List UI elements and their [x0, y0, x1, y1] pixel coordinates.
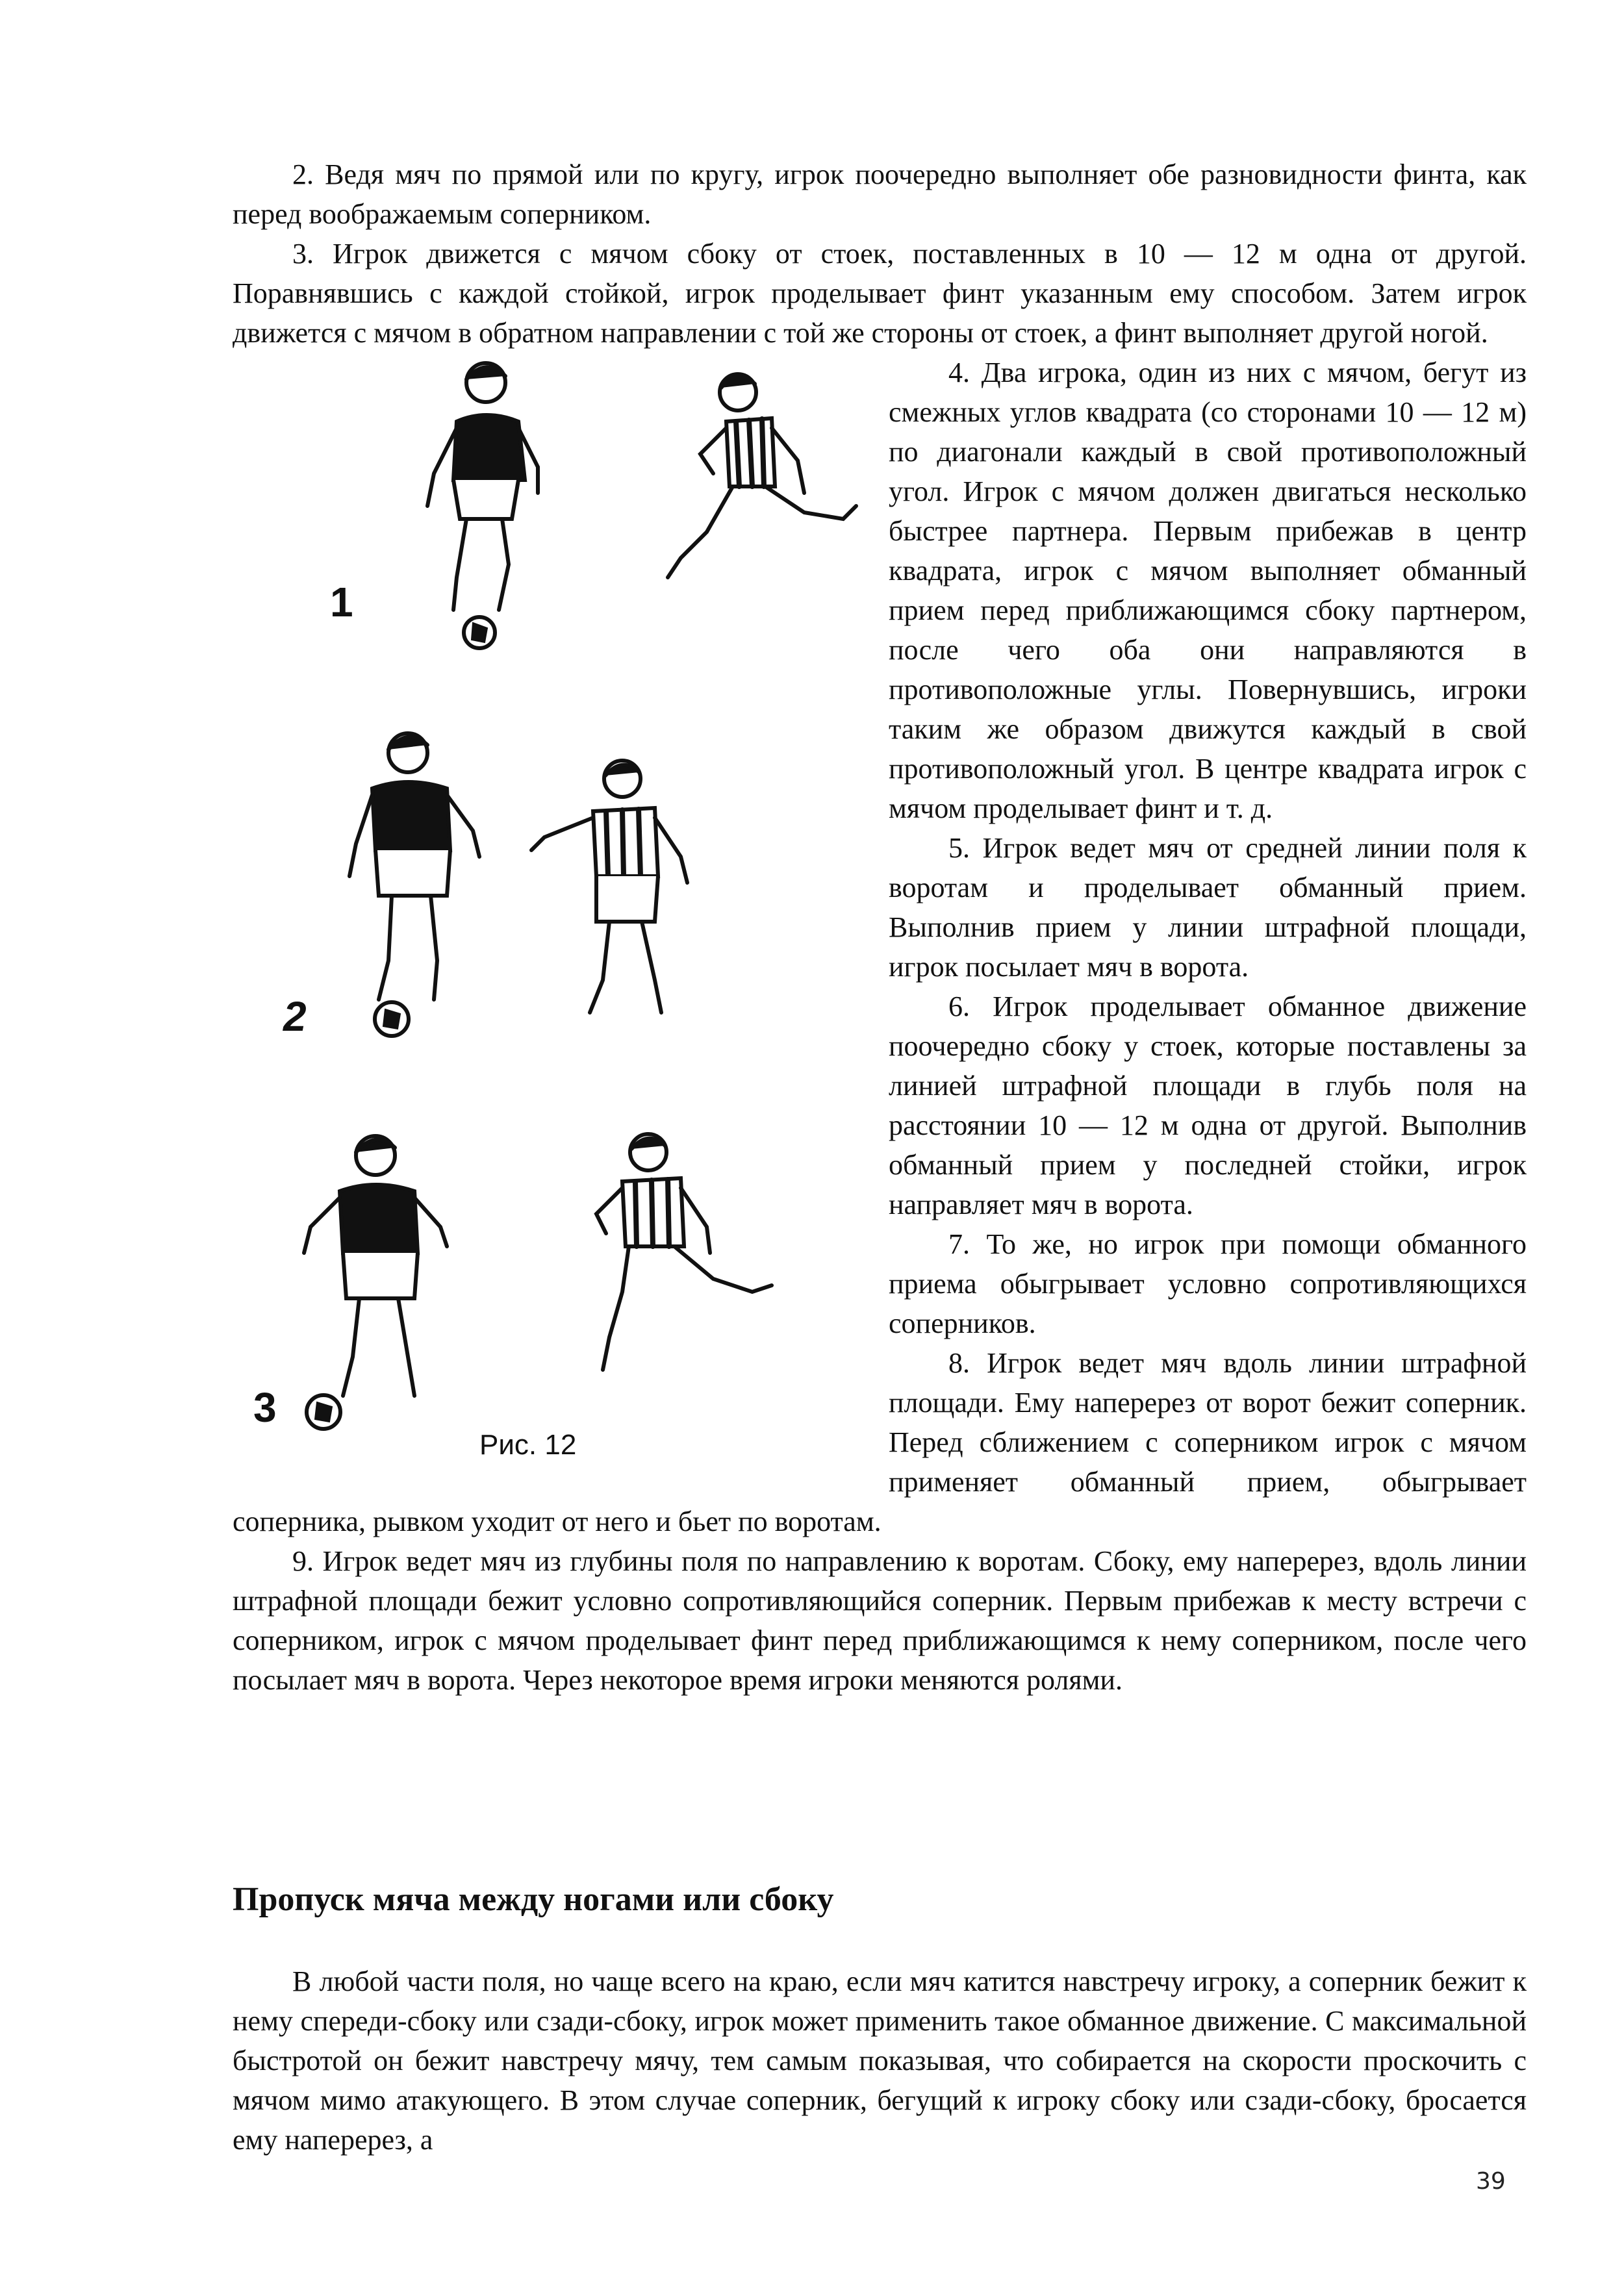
figure-12 — [233, 357, 889, 1467]
paragraph-exercise-8: 8. Игрок ведет мяч вдоль линии штрафной площади. Ему наперерез от ворот бежит соперник. Перед сближением с соперником игрок с мячом применяет обманный прием, обыгрывает соперника, рывком уходит от него и бьет по воротам. — [233, 1347, 1527, 1537]
paragraph-exercise-4: 4. Два игрока, один из них с мячом, бегут из смежных углов квадрата (со сторонами 10 — 12 м) по диагонали каждый в свой противоположный угол. Игрок с мячом должен двигаться несколько быстрее партнера. Первым прибежав в центр квадрата, игрок с мячом выполняет обманный прием перед приближающимся сбоку партнером, после чего оба они направляются в противоположные углы. Повернувшись, игроки таким же образом движутся каждый в свой противоположный угол. В центре квадрата игрок с мячом проделывает финт и т. д. — [889, 357, 1527, 824]
bottom-text-block — [233, 1962, 1527, 2160]
paragraph-exercise-6: 6. Игрок проделывает обманное движение поочередно сбоку у стоек, которые поставлены за линией штрафной площади в глубь поля на расстоянии 10 — 12 м одна от другой. Выполнив обманный прием у последней стойки, игрок направляет мяч в ворота. — [889, 990, 1527, 1220]
figure-caption: Рис. 12 — [479, 1429, 577, 1461]
paragraph-exercise-3-start — [233, 234, 1527, 353]
exercise-3-text: 3. Игрок движется с мячом сбоку от стоек, поставленных в 10 — 12 м одна от другой. Поравнявшись с каждой стойкой, игрок проделывает финт указанным ему способом. Затем игрок движется с мячом в обратном направлении с той же стороны от стоек, а финт выполняет другой ногой. — [233, 238, 1527, 349]
player-1-left — [427, 363, 538, 648]
top-text-block — [233, 155, 1527, 1700]
paragraph-exercise-2: 2. Ведя мяч по прямой или по кругу, игрок поочередно выполняет обе разновидности финта, как перед воображаемым соперником. — [233, 158, 1527, 230]
player-2-right — [531, 761, 687, 1013]
paragraph-exercise-5: 5. Игрок ведет мяч от средней линии поля к воротам и проделывает обманный прием. Выполнив прием у линии штрафной площади, игрок посылает мяч в ворота. — [889, 832, 1527, 983]
paragraph-section-intro: В любой части поля, но чаще всего на краю, если мяч катится навстречу игроку, а соперник бежит к нему спереди-сбоку или сзади-сбоку, игрок может применить такое обманное движение. С максимальной быстротой он бежит навстречу мячу, тем самым показывая, что собирается на скорости проскочить с мячом мимо атакующего. В этом случае соперник, бегущий к игроку сбоку или сзади-сбоку, бросается ему наперерез, а — [233, 1965, 1527, 2156]
figure-label-2: 2 — [283, 993, 307, 1040]
page-number: 39 — [1476, 2168, 1506, 2195]
paragraph-exercise-9: 9. Игрок ведет мяч из глубины поля по направлению к воротам. Сбоку, ему наперерез, вдоль линии штрафной площади бежит условно сопротивляющийся соперник. Первым прибежав к месту встречи с соперником, игрок с мячом проделывает финт перед приближающимся к нему соперником, после чего посылает мяч в ворота. Через некоторое время игроки меняются ролями. — [233, 1545, 1527, 1696]
figure-label-3: 3 — [253, 1384, 277, 1431]
paragraph-exercise-7: 7. То же, но игрок при помощи обманного приема обыгрывает условно сопротивляющихся соперников. — [889, 1228, 1527, 1339]
section-heading: Пропуск мяча между ногами или сбоку — [233, 1881, 834, 1918]
figure-label-1: 1 — [330, 579, 353, 625]
player-2-left — [349, 733, 479, 1036]
player-3-left — [304, 1136, 447, 1429]
figure-12-illustration — [233, 357, 889, 1467]
player-1-right — [668, 374, 856, 577]
player-3-right — [596, 1134, 772, 1370]
